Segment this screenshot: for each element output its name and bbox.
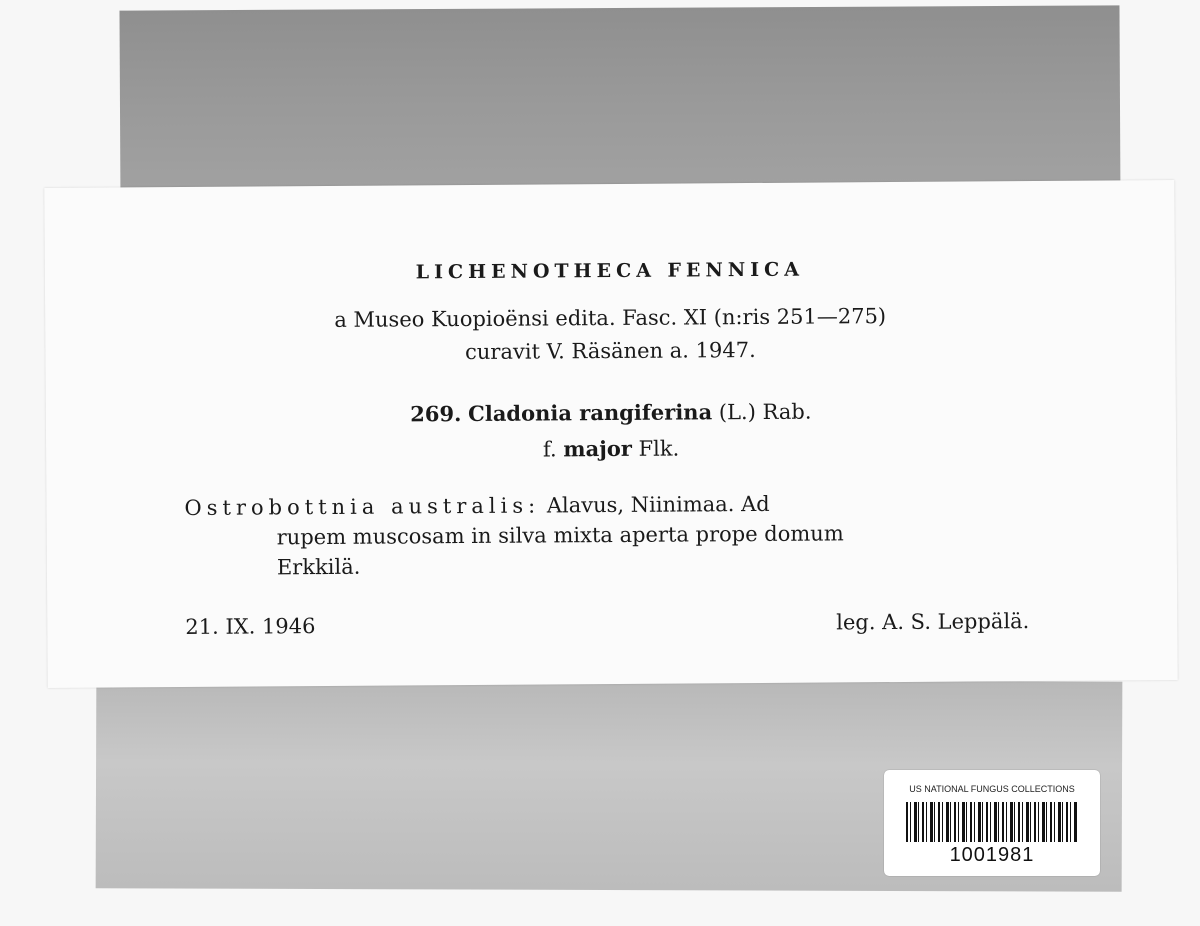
forma-authority: Flk. bbox=[638, 436, 680, 461]
barcode-number: 1001981 bbox=[949, 844, 1035, 866]
barcode-label bbox=[884, 770, 1100, 876]
barcode-bars bbox=[906, 802, 1078, 842]
species-number: 269. bbox=[410, 401, 462, 427]
species-authority: (L.) Rab. bbox=[718, 399, 812, 425]
species-block bbox=[46, 391, 1176, 471]
collector: leg. A. S. Leppälä. bbox=[836, 609, 1030, 635]
collection-date: 21. IX. 1946 bbox=[185, 614, 316, 639]
herbarium-label bbox=[44, 180, 1177, 688]
series-subtitle bbox=[45, 298, 1175, 372]
locality-line-3: Erkkilä. bbox=[276, 554, 361, 580]
locality-line-2: rupem muscosam in silva mixta aperta prope domum bbox=[276, 521, 844, 550]
barcode-caption: US NATIONAL FUNGUS COLLECTIONS bbox=[909, 784, 1075, 794]
subtitle-line-1: a Museo Kuopioënsi edita. Fasc. XI (n:ris 251—275) bbox=[334, 304, 887, 332]
species-name: Cladonia rangiferina bbox=[467, 399, 713, 426]
series-title: LICHENOTHECA FENNICA bbox=[415, 258, 805, 284]
forma-name: major bbox=[563, 435, 632, 462]
locality-region: Ostrobottnia australis: bbox=[184, 493, 541, 520]
forma-prefix: f. bbox=[542, 437, 557, 462]
locality-line-1: Alavus, Niinimaa. Ad bbox=[546, 491, 770, 518]
subtitle-line-2: curavit V. Räsänen a. 1947. bbox=[465, 337, 756, 365]
packet-upper-flap bbox=[119, 5, 1120, 210]
locality-text bbox=[184, 487, 1031, 583]
forma-line bbox=[46, 427, 1176, 471]
